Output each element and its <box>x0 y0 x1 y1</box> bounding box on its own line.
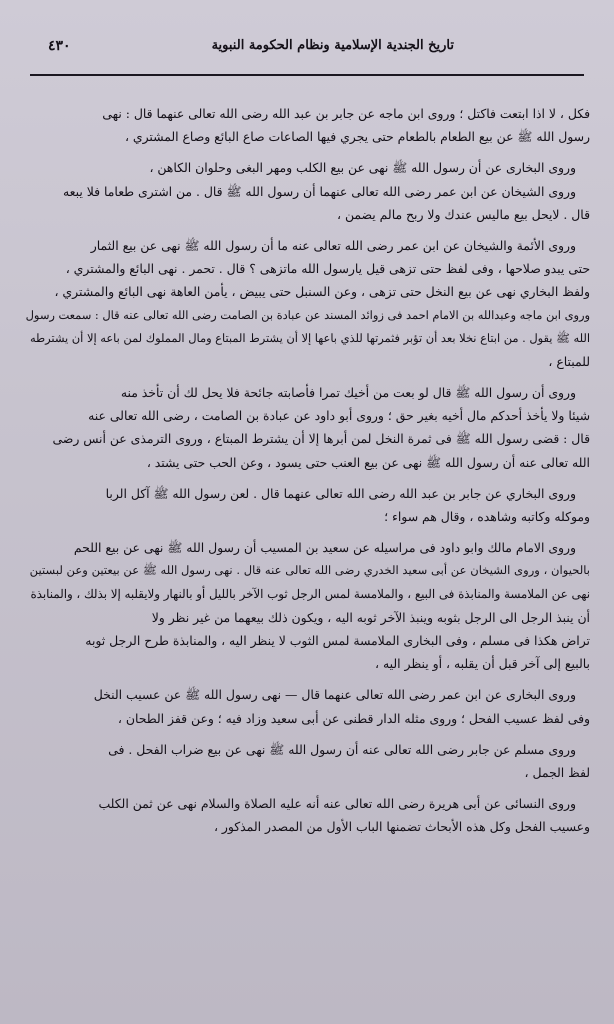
text-line: فكل ، لا اذا ابتعت فاكتل ؛ وروى ابن ماجه عن جابر بن عبد الله رضى الله تعالى عنهما قال : نهى <box>102 106 590 121</box>
text-line: وعسيب الفحل وكل هذه الأبحاث تضمنها الباب الأول من المصدر المذكور ، <box>213 819 590 835</box>
text-line: شيئا ولا يأخذ أحدكم مال أخيه بغير حق ؛ وروى أبو داود عن عبادة بن الصامت ، رضى الله تعالى عنه <box>88 408 590 424</box>
text-line: وروى الامام مالك وابو داود فى مراسيله عن سعيد بن المسيب أن رسول الله ﷺ نهى عن بيع اللحم <box>73 540 576 556</box>
text-line: وموكله وكاتبه وشاهده ، وقال هم سواء ؛ <box>384 509 590 524</box>
text-line: قال . لايحل بيع ماليس عندك ولا ربح مالم يضمن ، <box>337 206 590 222</box>
text-line: وروى البخارى عن أن رسول الله ﷺ نهى عن بيع الكلب ومهر البغى وحلوان الكاهن ، <box>149 160 576 176</box>
text-line: لفظ الجمل ، <box>524 764 590 780</box>
text-line: ولفظ البخاري نهى عن بيع النخل حتى تزهى ، وعن السنبل حتى يبيض ، يأمن العاهة نهى البائع والمشتري ، <box>54 284 590 300</box>
text-line: حتى يبدو صلاحها ، وفى لفظ حتى تزهى قيل يارسول الله ماتزهى ؟ قال . تحمر . نهى البائع والمشتري ، <box>65 261 590 277</box>
text-line: رسول الله ﷺ عن بيع الطعام بالطعام حتى يجري فيها الصاعات صاع البائع وصاع المشتري ، <box>124 129 590 145</box>
page-header <box>30 34 584 76</box>
text-line: بالحيوان ، وروى الشيخان عن أبى سعيد الخدري رضى الله تعالى عنه قال . نهى رسول الله ﷺ عن بيعتين وعن لبستين <box>29 563 590 578</box>
text-line: وروى النسائى عن أبى هريرة رضى الله تعالى عنه أنه عليه الصلاة والسلام نهى عن ثمن الكلب <box>98 796 576 812</box>
text-line: قال : قضى رسول الله ﷺ فى ثمرة النخل لمن أبرها إلا أن يشترط المبتاع ، وروى الترمذى عن أنس رضى <box>52 431 590 447</box>
text-line: نهى عن الملامسة والمنابذة فى البيع ، والملامسة لمس الرجل ثوب الآخر بالليل أو بالنهار ولايقلبه إلا بذلك ، والمنابذة <box>30 586 590 601</box>
text-line: أن ينبذ الرجل الى الرجل بثوبه وينبذ الآخر ثوبه اليه ، ويكون ذلك بيعهما من غير نظر ولا <box>151 609 590 625</box>
text-line: وروى مسلم عن جابر رضى الله تعالى عنه أن رسول الله ﷺ نهى عن بيع ضراب الفحل . فى <box>108 741 576 757</box>
text-line: وروى البخاري عن جابر بن عبد الله رضى الله تعالى عنهما قال . لعن رسول الله ﷺ آكل الربا <box>105 485 576 501</box>
text-line: للمبتاع ، <box>548 353 590 369</box>
text-line: وفى لفظ عسيب الفحل ؛ وروى مثله الدار قطنى عن أبى سعيد وزاد فيه ؛ وعن قفز الطحان ، <box>117 710 590 726</box>
text-line: بالبيع إلى آخر قبل أن يقلبه ، أو ينظر اليه ، <box>375 656 590 672</box>
text-line: وروى الشيخان عن ابن عمر رضى الله تعالى عنهما أن رسول الله ﷺ قال . من اشترى طعاما فلا يبعه <box>63 183 576 199</box>
page-body-text <box>24 102 590 1014</box>
text-line: الله تعالى عنه أن رسول الله ﷺ نهى عن بيع العنب حتى يسود ، وعن الحب حتى يشتد ، <box>146 454 590 470</box>
text-line: وروى أن رسول الله ﷺ قال لو بعت من أخيك تمرا فأصابته جائحة فلا يحل لك أن تأخذ منه <box>120 385 576 401</box>
text-line: وروى الأئمة والشيخان عن ابن عمر رضى الله تعالى عنه ما أن رسول الله ﷺ نهى عن بيع الثمار <box>90 237 576 253</box>
page-number: ٤٣٠ <box>48 38 71 54</box>
text-line: وروى البخارى عن ابن عمر رضى الله تعالى عنهما قال — نهى رسول الله ﷺ عن عسيب النخل <box>93 687 576 703</box>
running-title: تاريخ الجندية الإسلامية ونظام الحكومة النبوية <box>211 38 454 53</box>
text-line: وروى ابن ماجه وعبدالله بن الامام احمد فى زوائد المسند عن عبادة بن الصامت رضى الله تعالى عنه قال : سمعت رسول <box>25 307 590 322</box>
text-line: تراض هكذا فى مسلم ، وفى البخارى الملامسة لمس الثوب لا ينظر اليه ، والمنابذة طرح الرجل ثوبه <box>85 632 590 648</box>
text-line: الله ﷺ يقول . من ابتاع نخلا بعد أن تؤبر فثمرتها للذي باعها إلا أن يشترط المبتاع ومال المملوك لمن باعه إلا أن يشترطه <box>29 330 590 345</box>
